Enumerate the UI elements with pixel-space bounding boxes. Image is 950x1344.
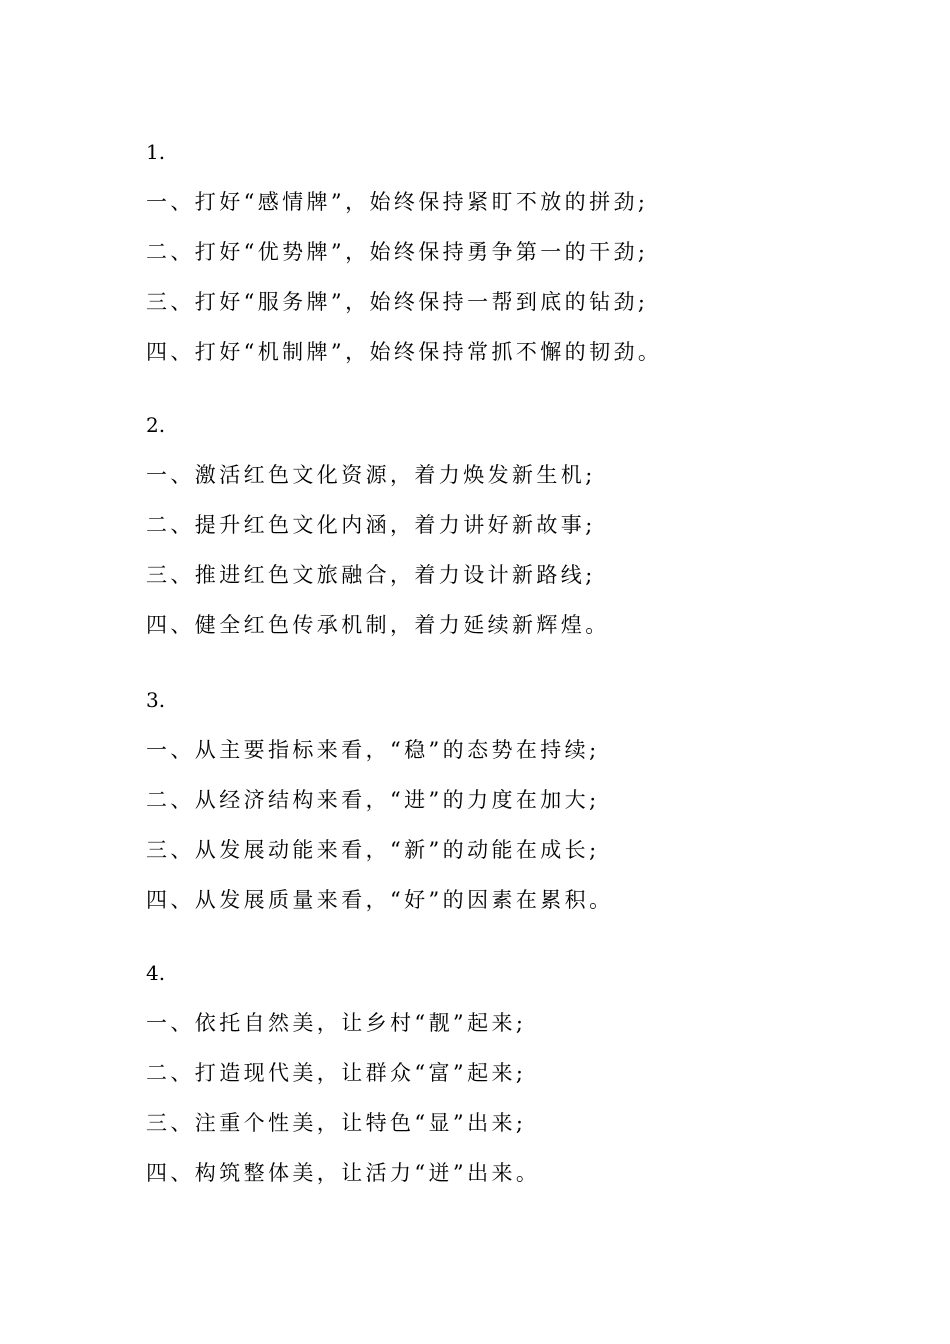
list-item: 四、构筑整体美，让活力“迸”出来。: [146, 1161, 541, 1185]
section-3: [146, 685, 866, 935]
list-item: 二、从经济结构来看，“进”的力度在加大;: [146, 788, 600, 812]
list-item: 三、推进红色文旅融合，着力设计新路线;: [146, 563, 596, 587]
list-item: 一、从主要指标来看，“稳”的态势在持续;: [146, 738, 600, 762]
section-1: [146, 137, 866, 387]
list-item: 一、激活红色文化资源，着力焕发新生机;: [146, 463, 596, 487]
list-item: 四、从发展质量来看，“好”的因素在累积。: [146, 888, 614, 912]
list-item: 三、从发展动能来看，“新”的动能在成长;: [146, 838, 600, 862]
section-number: 2.: [146, 413, 166, 437]
list-item: 二、打好“优势牌”，始终保持勇争第一的干劲;: [146, 240, 649, 264]
section-4: [146, 958, 866, 1208]
list-item: 三、注重个性美，让特色“显”出来;: [146, 1111, 527, 1135]
section-number: 3.: [146, 688, 166, 712]
section-number: 4.: [146, 961, 166, 985]
list-item: 三、打好“服务牌”，始终保持一帮到底的钻劲;: [146, 290, 649, 314]
section-2: [146, 410, 866, 660]
section-number: 1.: [146, 140, 166, 164]
list-item: 二、打造现代美，让群众“富”起来;: [146, 1061, 527, 1085]
list-item: 一、依托自然美，让乡村“靓”起来;: [146, 1011, 527, 1035]
list-item: 四、打好“机制牌”，始终保持常抓不懈的韧劲。: [146, 340, 663, 364]
list-item: 一、打好“感情牌”，始终保持紧盯不放的拼劲;: [146, 190, 649, 214]
list-item: 四、健全红色传承机制，着力延续新辉煌。: [146, 613, 610, 637]
list-item: 二、提升红色文化内涵，着力讲好新故事;: [146, 513, 596, 537]
